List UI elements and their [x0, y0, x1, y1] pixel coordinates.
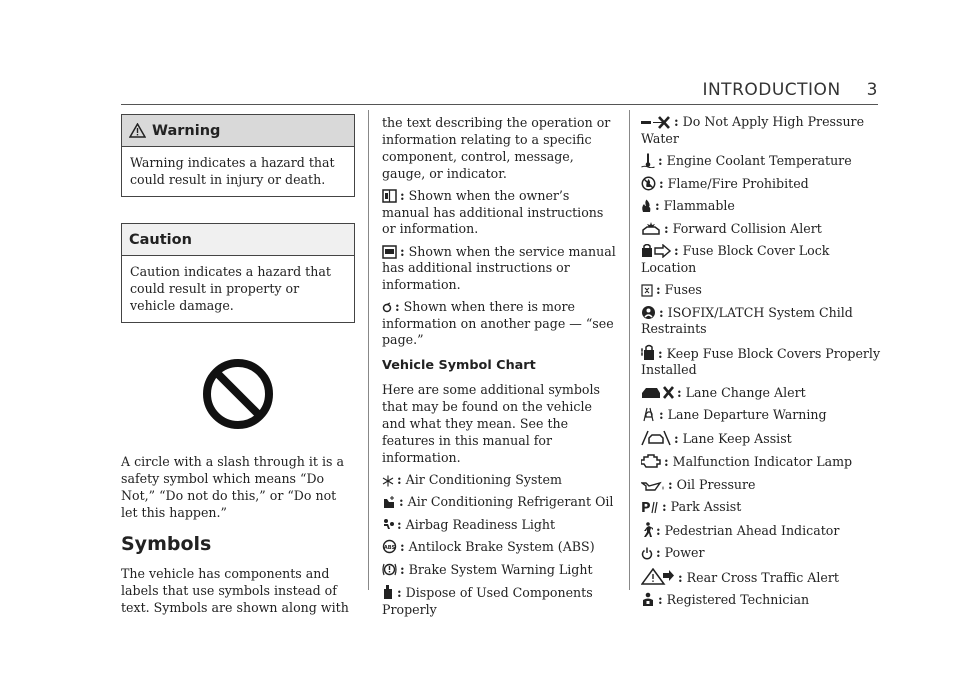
symbol-description: Air Conditioning System	[405, 471, 562, 487]
symbol-entry	[382, 472, 618, 489]
symbol-entry	[382, 244, 618, 294]
symbol-description: Park Assist	[670, 499, 742, 514]
symbol-entry	[641, 592, 881, 609]
fuse-cover-installed-icon	[641, 344, 655, 361]
symbol-separator: :	[400, 561, 405, 577]
fuse-block-lock-icon	[641, 244, 671, 258]
symbol-entry	[382, 539, 618, 556]
see-page-icon	[382, 302, 392, 314]
symbol-description: Lane Keep Assist	[682, 430, 792, 446]
airbag-icon	[382, 518, 394, 532]
section-title: INTRODUCTION	[702, 80, 841, 100]
flame-prohibited-icon	[641, 176, 656, 191]
owners-manual-icon	[382, 189, 397, 203]
forward-collision-icon	[641, 222, 661, 236]
symbol-entry	[641, 176, 881, 193]
symbol-separator: :	[664, 220, 669, 236]
symbol-separator: :	[662, 499, 667, 514]
flammable-icon	[641, 199, 652, 213]
chart-intro: Here are some additional symbols that may be found on the vehicle and what they mean. See the features in this manual for information.	[382, 381, 600, 465]
symbol-separator: :	[674, 114, 679, 129]
symbol-entry	[382, 188, 618, 238]
symbol-separator: :	[659, 407, 664, 422]
symbol-list	[382, 472, 618, 619]
power-icon	[641, 547, 653, 560]
symbol-description: Flammable	[663, 198, 735, 213]
symbol-entry	[641, 568, 881, 587]
symbol-separator: :	[397, 471, 402, 487]
warning-title: Warning	[152, 122, 221, 139]
symbol-separator: :	[399, 494, 404, 509]
symbol-entry	[641, 522, 881, 540]
symbol-entry	[641, 430, 881, 448]
dispose-components-icon	[382, 584, 394, 600]
column-1	[121, 114, 355, 616]
symbol-description: Dispose of Used Components Properly	[382, 585, 593, 617]
symbol-description: Shown when the owner’s manual has additional instructions or information.	[382, 188, 604, 236]
symbol-description: Do Not Apply High Pressure Water	[641, 114, 865, 146]
symbol-entry	[641, 499, 881, 516]
child-restraint-icon	[641, 305, 656, 320]
symbol-description: Rear Cross Traffic Alert	[686, 569, 839, 585]
svg-text:P: P	[641, 501, 651, 514]
symbol-separator: :	[395, 299, 400, 314]
symbol-entry	[641, 221, 881, 238]
symbol-separator: :	[659, 175, 664, 191]
chart-heading: Vehicle Symbol Chart	[382, 357, 536, 373]
symbol-separator: :	[664, 454, 669, 469]
rear-cross-traffic-icon	[641, 568, 675, 585]
symbol-entry	[641, 407, 881, 424]
warning-box	[121, 114, 355, 197]
symbol-separator: :	[400, 539, 405, 554]
symbol-entry	[641, 114, 881, 147]
symbol-entry	[382, 299, 618, 349]
caution-title: Caution	[129, 231, 192, 248]
symbol-entry	[382, 584, 618, 618]
page-header	[0, 80, 878, 100]
symbol-separator: :	[659, 304, 664, 320]
symbol-separator: :	[678, 569, 683, 585]
symbol-entry	[641, 477, 881, 494]
symbol-description: Malfunction Indicator Lamp	[672, 454, 853, 469]
symbol-entry	[641, 453, 881, 471]
symbol-separator: :	[656, 522, 661, 538]
no-symbol-figure	[121, 357, 355, 431]
column-divider	[368, 110, 369, 590]
symbol-separator: :	[674, 243, 679, 258]
column-3	[641, 114, 881, 609]
symbol-entry	[641, 243, 881, 276]
registered-technician-icon	[641, 592, 655, 607]
symbol-separator: :	[658, 153, 663, 168]
symbol-description: Pedestrian Ahead Indicator	[664, 522, 840, 538]
symbol-description: Registered Technician	[666, 592, 810, 607]
lane-keep-icon	[641, 430, 671, 446]
coolant-temperature-icon	[641, 153, 655, 168]
symbol-description: Shown when there is more information on another page — “see page.”	[382, 299, 614, 347]
pedestrian-icon	[641, 522, 653, 538]
symbol-description: Shown when the service manual has additional instructions or information.	[382, 243, 616, 292]
no-high-pressure-water-icon	[641, 116, 671, 129]
refrigerant-oil-icon	[382, 496, 396, 509]
symbol-entry	[382, 517, 618, 534]
service-manual-icon	[382, 245, 397, 259]
symbol-list	[641, 114, 881, 609]
symbol-description: Power	[664, 545, 705, 560]
symbol-separator: :	[400, 188, 405, 203]
lane-departure-icon	[641, 407, 656, 422]
symbol-description: Antilock Brake System (ABS)	[408, 539, 595, 554]
lane-change-icon	[641, 385, 674, 400]
symbol-description: ISOFIX/LATCH System Child Restraints	[641, 304, 853, 336]
symbol-separator: :	[677, 384, 682, 400]
symbols-intro-continued: the text describing the operation or information relating to a specific component, control, message, gauge, or indicator.	[382, 115, 611, 181]
symbol-description: Brake System Warning Light	[408, 561, 593, 577]
symbol-entry	[641, 198, 881, 215]
symbol-entry	[641, 545, 881, 562]
symbol-description: Fuse Block Cover Lock Location	[641, 243, 830, 275]
svg-text:ABS: ABS	[383, 545, 396, 551]
symbol-description: Engine Coolant Temperature	[666, 153, 852, 168]
circle-caption: A circle with a slash through it is a safety symbol which means “Do Not,” “Do not do this,” or “Do not let this happen.”	[121, 454, 344, 520]
symbol-separator: :	[397, 585, 402, 600]
symbol-entry	[641, 305, 881, 338]
symbol-description: Lane Change Alert	[685, 384, 806, 400]
symbol-entry	[382, 494, 618, 511]
symbol-separator: :	[658, 592, 663, 607]
symbol-description: Fuses	[664, 282, 702, 297]
park-assist-icon	[641, 500, 659, 514]
warning-text: Warning indicates a hazard that could result in injury or death.	[130, 155, 335, 187]
symbol-entry	[641, 153, 881, 170]
column-2	[382, 114, 618, 618]
symbol-separator: :	[655, 198, 660, 213]
symbol-entry	[641, 282, 881, 299]
symbol-description: Oil Pressure	[676, 476, 756, 492]
abs-icon	[382, 539, 397, 554]
warning-header	[122, 115, 354, 147]
symbols-heading: Symbols	[121, 533, 212, 555]
symbol-separator: :	[658, 345, 663, 361]
fuses-icon	[641, 284, 653, 297]
symbol-description: Air Conditioning Refrigerant Oil	[407, 494, 614, 509]
page-number: 3	[866, 80, 878, 100]
symbol-entry	[641, 344, 881, 379]
manual-symbol-list	[382, 188, 618, 349]
symbol-description: Flame/Fire Prohibited	[667, 175, 809, 191]
symbol-separator: :	[656, 282, 661, 297]
symbol-separator: :	[668, 476, 673, 492]
warning-triangle-icon	[129, 123, 146, 138]
column-divider	[629, 110, 630, 590]
symbol-separator: :	[656, 545, 661, 560]
symbol-entry	[641, 385, 881, 402]
symbol-separator: :	[674, 430, 679, 446]
caution-text: Caution indicates a hazard that could result in property or vehicle damage.	[130, 264, 331, 313]
prohibition-circle-icon	[201, 357, 275, 431]
malfunction-lamp-icon	[641, 453, 661, 469]
symbol-separator: :	[400, 243, 405, 259]
symbol-description: Forward Collision Alert	[672, 220, 822, 236]
air-conditioning-icon	[382, 475, 394, 487]
symbol-description: Keep Fuse Block Covers Properly Installed	[641, 345, 881, 377]
symbol-separator: :	[397, 516, 402, 532]
brake-warning-icon	[382, 562, 397, 577]
symbol-description: Airbag Readiness Light	[405, 516, 556, 532]
header-rule	[121, 104, 878, 105]
symbols-intro: The vehicle has components and labels that use symbols instead of text. Symbols are shown along with	[121, 566, 349, 615]
oil-pressure-icon	[641, 479, 665, 492]
caution-header	[122, 224, 354, 256]
caution-box	[121, 223, 355, 323]
symbol-description: Lane Departure Warning	[667, 407, 827, 422]
symbol-entry	[382, 562, 618, 579]
